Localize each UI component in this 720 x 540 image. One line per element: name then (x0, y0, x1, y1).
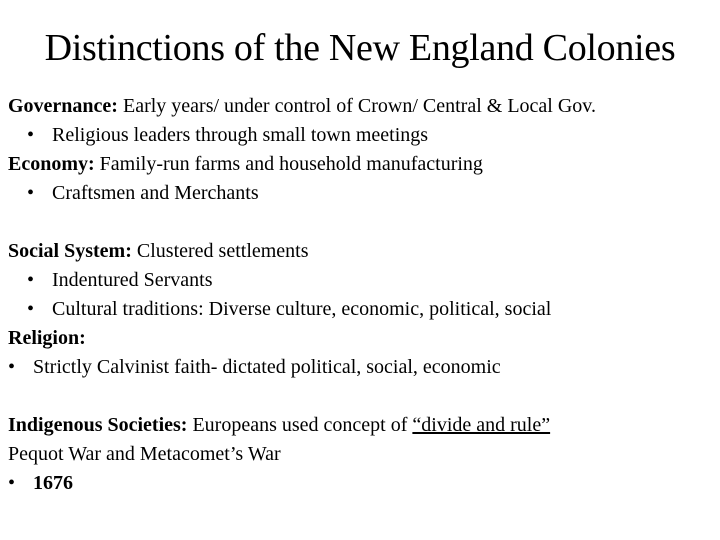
indigenous-label: Indigenous Societies: (8, 414, 188, 436)
economy-line (8, 150, 718, 179)
governance-bullet-text: Religious leaders through small town meetings (52, 124, 429, 146)
social-bullet-text-1: Indentured Servants (52, 269, 213, 291)
governance-text: Early years/ under control of Crown/ Central & Local Gov. (117, 95, 596, 117)
slide-content (8, 92, 718, 498)
governance-label: Governance: (8, 95, 118, 117)
bullet-icon: • (27, 124, 35, 146)
bullet-icon: • (27, 269, 35, 291)
religion-bullet-text: Strictly Calvinist faith- dictated political, social, economic (33, 356, 501, 378)
spacer (8, 382, 718, 411)
bullet-icon: • (27, 182, 35, 204)
social-line (8, 237, 718, 266)
indigenous-line (8, 411, 718, 440)
religion-bullet (8, 353, 718, 382)
social-text: Clustered settlements (131, 240, 309, 262)
religion-label: Religion: (8, 327, 86, 349)
governance-bullet (8, 121, 718, 150)
bullet-icon: • (27, 298, 35, 320)
economy-text: Family-run farms and household manufacturing (94, 153, 483, 175)
bullet-icon: • (8, 472, 16, 494)
social-bullet-2 (8, 295, 718, 324)
social-label: Social System: (8, 240, 132, 262)
social-bullet-text-2: Cultural traditions: Diverse culture, economic, political, social (52, 298, 552, 320)
divide-and-rule-quote: “divide and rule” (412, 414, 551, 436)
spacer (8, 208, 718, 237)
economy-bullet (8, 179, 718, 208)
indigenous-bullet (8, 469, 718, 498)
economy-bullet-text: Craftsmen and Merchants (52, 182, 259, 204)
indigenous-text: Europeans used concept of (187, 414, 413, 436)
economy-label: Economy: (8, 153, 95, 175)
bullet-icon: • (8, 356, 16, 378)
social-bullet-1 (8, 266, 718, 295)
religion-line (8, 324, 718, 353)
indigenous-line-2: Pequot War and Metacomet’s War (8, 443, 281, 465)
governance-line (8, 92, 718, 121)
slide-title: Distinctions of the New England Colonies (44, 27, 676, 69)
indigenous-bullet-text: 1676 (33, 472, 73, 494)
